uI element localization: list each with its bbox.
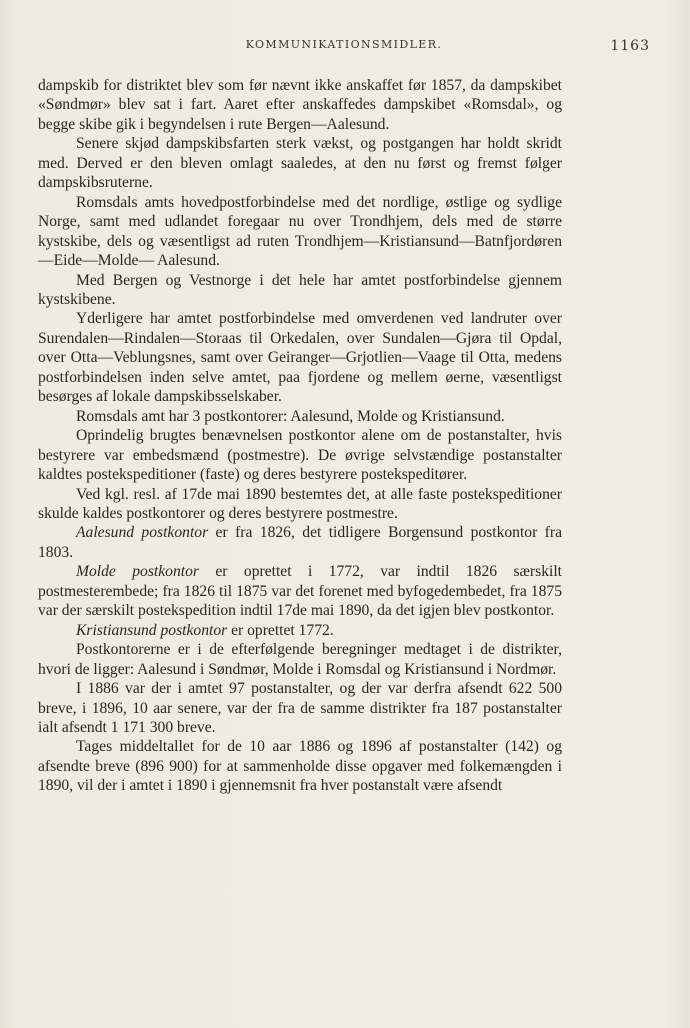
paragraph: Molde postkontor er oprettet i 1772, var indtil 1826 særskilt postmesterembede; fra 1826 til 1875 var det forenet med byfogedembedet, fra 1875 var der særskilt postekspedition indtil 17de mai 1890, da det igjen blev postkontor. [38,563,562,620]
paragraph: Senere skjød dampskibsfarten sterk vækst, og postgangen har holdt skridt med. Derved er den bleven omlagt saaledes, at den nu først og fremst følger dampskibsruterne. [38,135,562,192]
italic-heading: Kristiansund postkontor [76,621,228,639]
paragraph: Romsdals amts hovedpostforbindelse med det nordlige, østlige og sydlige Norge, samt med udlandet foregaar nu over Trondhjem, dels med de større kystskibe, dels og væsentligst ad ruten Trondhjem—Kristiansund—Batnfjordøren—Eide—Molde— Aalesund. [38,193,562,270]
paragraph: Tages middeltallet for de 10 aar 1886 og 1896 af postanstalter (142) og afsendte breve (896 900) for at sammenholde disse opgaver med folkemængden i 1890, vil der i amtet i 1890 i gjennemsnit fra hver postanstalt være afsendt [38,738,562,795]
paragraph: Yderligere har amtet postforbindelse med omverdenen ved landruter over Surendalen—Rindalen—Storaas til Orkedalen, over Sundalen—Gjøra til Opdal, over Otta—Veblungsnes, samt over Geiranger—Grjotlien—Vaage til Otta, medens postforbindelsen inden selve amtet, paa fjordene og mellem øerne, væsentligst besørges af lokale dampskibsselskaber. [38,310,562,406]
running-title: KOMMUNIKATIONSMIDLER. [245,38,443,51]
page-number: 1163 [610,38,650,54]
paragraph: Postkontorerne er i de efterfølgende beregninger medtaget i de distrikter, hvori de ligger: Aalesund i Søndmør, Molde i Romsdal og Kristiansund i Nordmør. [38,641,562,678]
paragraph: Oprindelig brugtes benævnelsen postkontor alene om de postanstalter, hvis bestyrere var embedsmænd (postmestre). De øvrige selvstændige postanstalter kaldtes postekspeditioner (faste) og deres bestyrere postekspeditører. [38,427,562,484]
paragraph: Aalesund postkontor er fra 1826, det tidligere Borgensund postkontor fra 1803. [38,524,562,561]
paragraph: Kristiansund postkontor er oprettet 1772. [76,621,334,639]
italic-heading: Molde postkontor [76,563,199,581]
paragraph: Ved kgl. resl. af 17de mai 1890 bestemtes det, at alle faste postekspeditioner skulde kaldes postkontorer og deres bestyrere postmestre. [38,485,562,522]
paragraph: Romsdals amt har 3 postkontorer: Aalesund, Molde og Kristiansund. [76,407,505,425]
italic-heading: Aalesund postkontor [76,524,209,542]
paragraph: Med Bergen og Vestnorge i det hele har amtet postforbindelse gjennem kystskibene. [38,271,562,308]
paragraph: dampskib for distriktet blev som før nævnt ikke anskaffet før 1857, da dampskibet «Søndmør» blev sat i fart. Aaret efter anskaffedes dampskibet «Romsdal», og begge skibe gik i begyndelsen i rute Bergen—Aalesund. [38,77,562,133]
body-text [38,76,562,796]
page-header [38,38,650,58]
paragraph: I 1886 var der i amtet 97 postanstalter, og der var derfra afsendt 622 500 breve, i 1896, 10 aar senere, var der fra de samme distrikter fra 187 postanstalter ialt afsendt 1 171 300 breve. [38,680,562,736]
